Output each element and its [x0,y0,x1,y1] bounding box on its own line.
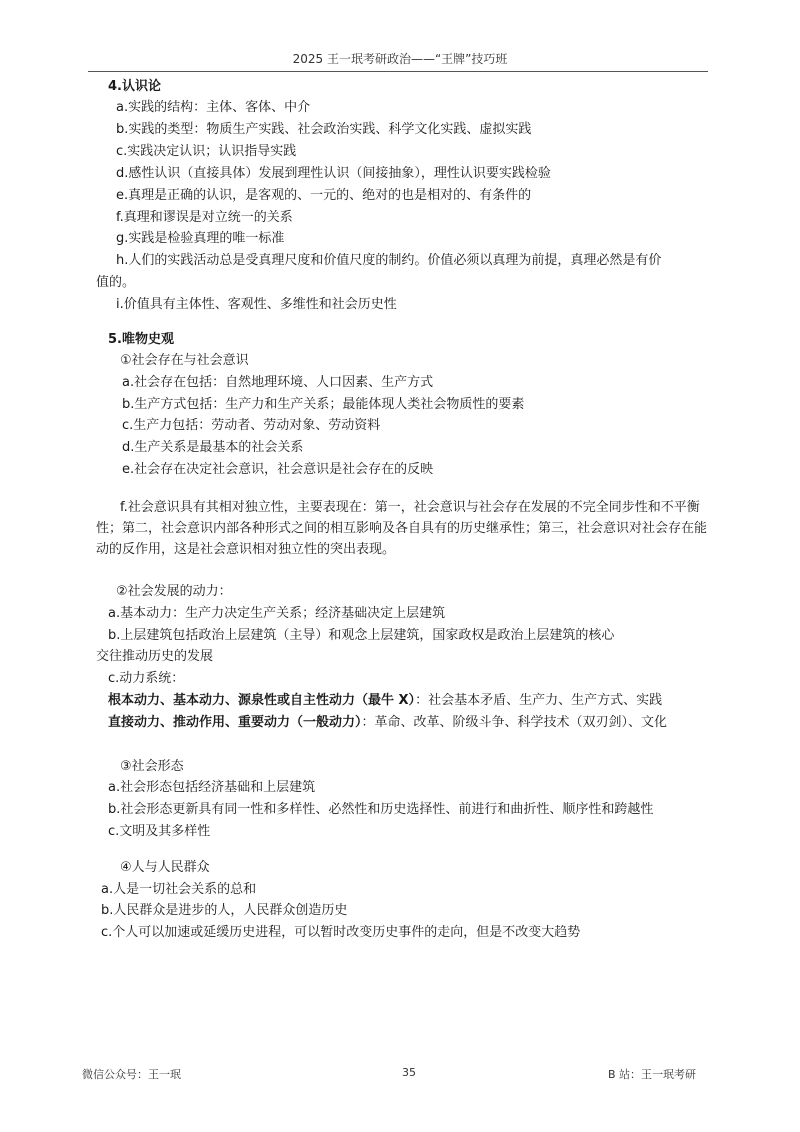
footer-bilibili: B 站：王一珉考研 [608,1068,697,1081]
list-item: c.实践决定认识；认识指导实践 [116,144,297,159]
list-item: b.社会形态更新具有同一性和多样性、必然性和历史选择性、前进行和曲折性、顺序性和跨越性 [108,802,654,817]
dynamics-row-2-desc: ：革命、改革、阶级斗争、科学技术（双刃剑）、文化 [361,715,668,730]
subsection-title: ④人与人民群众 [120,860,210,875]
list-item: d.感性认识（直接具体）发展到理性认识（间接抽象），理性认识要实践检验 [116,166,551,181]
dynamics-row-1-desc: ：社会基本矛盾、生产力、生产方式、实践 [415,693,663,708]
list-item: e.真理是正确的认识，是客观的、一元的、绝对的也是相对的、有条件的 [116,188,532,203]
subsection-title: ①社会存在与社会意识 [120,353,249,368]
list-item: b.人民群众是进步的人，人民群众创造历史 [101,903,348,918]
list-item: c.个人可以加速或延缓历史进程，可以暂时改变历史事件的走向，但是不改变大趋势 [101,925,581,940]
list-item: g.实践是检验真理的唯一标准 [116,231,285,246]
list-item: d.生产关系是最基本的社会关系 [122,440,304,455]
section-5-heading: 5.唯物史观 [108,332,174,347]
list-item-continuation: 值的。 [96,275,136,290]
list-item: h.人们的实践活动总是受真理尺度和价值尺度的制约。价值必须以真理为前提，真理必然是有价 [116,253,662,268]
paragraph-f: f.社会意识具有其相对独立性，主要表现在：第一，社会意识与社会存在发展的不完全同步性和不平衡性；第二，社会意识内部各种形式之间的相互影响及各自具有的历史继承性；第三，社会意识对社会存在能动的反作用，这是社会意识相对独立性的突出表现。 [96,500,708,557]
list-item: 交往推动历史的发展 [96,649,214,664]
subsection-title: ③社会形态 [120,759,184,774]
list-item: a.人是一切社会关系的总和 [101,882,257,897]
list-item: c.动力系统： [108,671,185,686]
list-item: a.基本动力：生产力决定生产关系；经济基础决定上层建筑 [108,606,446,621]
dynamics-row-2 [108,714,667,732]
dynamics-row-2-term: 直接动力、推动作用、重要动力（一般动力） [108,715,362,730]
list-item: a.社会存在包括：自然地理环境、人口因素、生产方式 [122,375,434,390]
list-item: a.社会形态包括经济基础和上层建筑 [108,780,316,795]
list-item: c.文明及其多样性 [108,824,211,839]
list-item: a.实践的结构：主体、客体、中介 [116,100,311,115]
list-item: i.价值具有主体性、客观性、多维性和社会历史性 [116,297,397,312]
list-item: e.社会存在决定社会意识，社会意识是社会存在的反映 [122,462,434,477]
list-item: b.上层建筑包括政治上层建筑（主导）和观念上层建筑，国家政权是政治上层建筑的核心 [108,628,615,643]
page-header: 2025 王一珉考研政治——“王牌”技巧班 [292,52,508,66]
list-item: c.生产力包括：劳动者、劳动对象、劳动资料 [122,418,381,433]
subsection-title: ②社会发展的动力： [116,584,232,599]
dynamics-row-1 [108,692,662,710]
dynamics-row-1-term: 根本动力、基本动力、源泉性或自主性动力（最牛 X） [108,693,416,708]
page-number: 35 [402,1066,416,1079]
section-4-heading: 4.认识论 [108,79,161,94]
footer-wechat: 微信公众号：王一珉 [82,1068,181,1081]
list-item: b.生产方式包括：生产力和生产关系；最能体现人类社会物质性的要素 [122,397,525,412]
list-item: b.实践的类型：物质生产实践、社会政治实践、科学文化实践、虚拟实践 [116,122,532,137]
header-rule [88,71,708,72]
list-item: f.真理和谬误是对立统一的关系 [116,210,293,225]
